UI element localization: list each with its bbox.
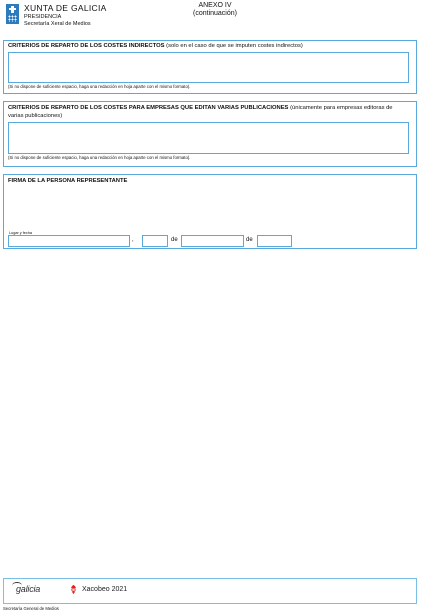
indirect-costs-note: (Si no dispone de suficiente espacio, haga una redacción en hoja aparte con el mismo formato). xyxy=(8,84,191,89)
place-date-label: Lugar y fecha xyxy=(9,231,33,235)
day-input[interactable] xyxy=(142,235,168,247)
indirect-costs-title-note: (solo en el caso de que se imputen costes indirectos) xyxy=(166,43,303,49)
de-separator-2: de xyxy=(246,237,253,243)
xacobeo-logo-text: Xacobeo 2021 xyxy=(82,586,128,593)
multi-publication-note: (Si no dispone de suficiente espacio, haga una redacción en hoja aparte con el mismo formato). xyxy=(8,155,191,160)
xunta-logo-icon xyxy=(6,4,19,24)
multi-publication-title: CRITERIOS DE REPARTO DE LOS COSTES PARA EMPRESAS QUE EDITAN VARIAS PUBLICACIONES (únicamente para empresas editoras de varias publicaciones) xyxy=(8,105,393,119)
footer-logos-bar xyxy=(3,578,417,604)
xacobeo-logo-icon xyxy=(68,584,79,595)
month-input[interactable] xyxy=(181,235,244,247)
annex-subtitle: (continuación) xyxy=(193,10,237,17)
annex-heading xyxy=(190,2,240,18)
dept-name: PRESIDENCIA xyxy=(24,14,62,20)
year-input[interactable] xyxy=(257,235,292,247)
multi-publication-title-note: (únicamente para empresas editoras de varias publicaciones) xyxy=(8,105,393,119)
de-separator-1: de xyxy=(171,237,178,243)
org-department xyxy=(24,14,91,27)
place-input[interactable] xyxy=(8,235,130,247)
galicia-logo: galicia xyxy=(16,584,41,594)
org-name: XUNTA DE GALICIA xyxy=(24,3,107,13)
multi-publication-textarea[interactable] xyxy=(8,122,409,154)
annex-title: ANEXO IV xyxy=(198,2,232,9)
subdept-name: Secretaría Xeral de Medios xyxy=(24,20,91,27)
comma-separator: , xyxy=(132,237,134,243)
indirect-costs-textarea[interactable] xyxy=(8,52,409,83)
indirect-costs-title: CRITERIOS DE REPARTO DE LOS COSTES INDIRECTOS (solo en el caso de que se imputen costes indirectos) xyxy=(8,43,303,49)
signature-title: FIRMA DE LA PERSONA REPRESENTANTE xyxy=(8,178,128,184)
footer-department-text: Secretaría General de Medios xyxy=(3,606,59,611)
